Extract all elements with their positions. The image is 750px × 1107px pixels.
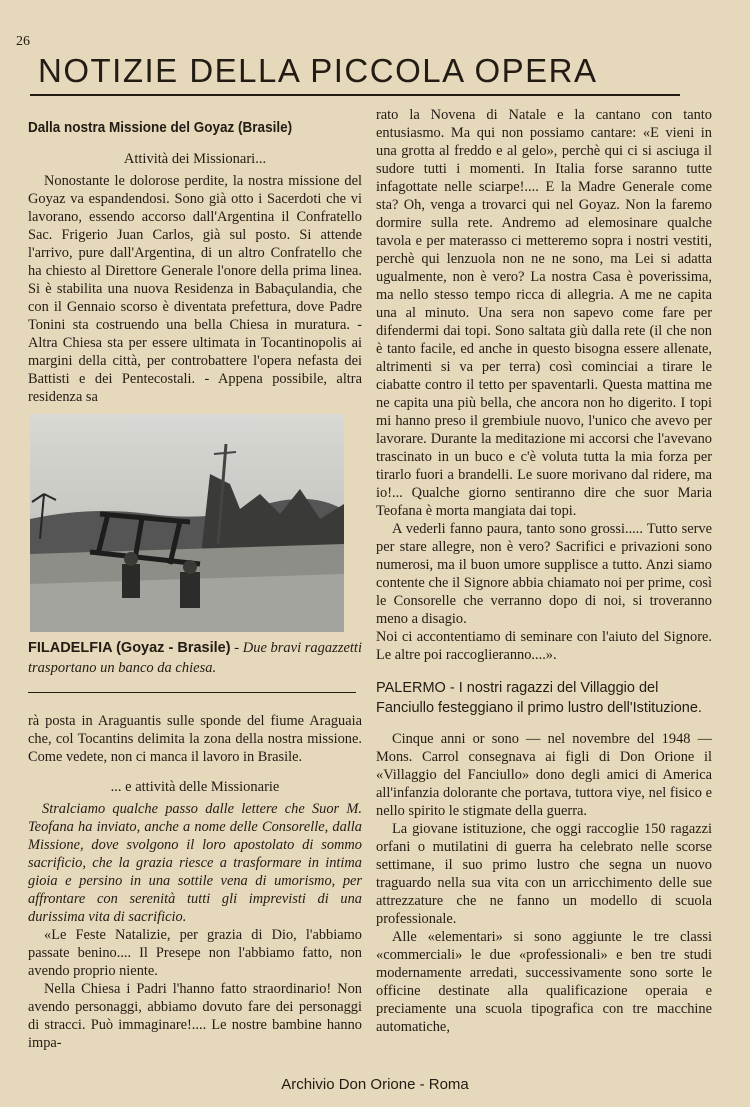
missionarie-subheading: ... e attività delle Missionarie [110,779,280,795]
goyaz-paragraph-continued: rà posta in Araguantis sulle sponde del fiume Araguaia che, col Tocantins delimita la zona della nostra missione. Come vedete, non ci manca il lavoro in Brasile. [28,713,362,765]
letter-paragraph: Nella Chiesa i Padri l'hanno fatto straordinario! Non avendo personaggi, abbiamo dovuto fare dei personaggi di stracci. Può immaginare!.... Le nostre bambine hanno impa- [28,981,362,1051]
missionari-subheading: Attività dei Missionari... [123,151,267,167]
palermo-paragraph: Alle «elementari» si sono aggiunte le tre classi «commerciali» le due «professionali» e ben tre studi modernamente arredati, successivamente sono sorte le officine destinate alla qualificazione operaia e preciamente una scuola tipografica con tre macchine automatiche, [376,929,712,1035]
palermo-heading: PALERMO - I nostri ragazzi del Villaggio del Fanciullo festeggiano il primo lustro dell'Istituzione. [376,680,702,716]
caption-dash: - [234,640,243,656]
letter-paragraph: «Le Feste Natalizie, per grazia di Dio, l'abbiamo passate benino.... Il Presepe non l'abbiamo fatto, non avendo proprio niente. [28,927,362,979]
photo-block [30,414,344,632]
palermo-paragraph: La giovane istituzione, che oggi raccoglie 150 ragazzi orfani o mutilatini di guerra ha celebrato nelle scorse settimane, il suo primo lustro che segna un nuovo traguardo nella sua vita con un arricchimento delle sue attrezzature che ne fanno un modello di scuola professionale. [376,821,712,927]
caption-place: FILADELFIA (Goyaz - Brasile) [28,640,231,656]
goyaz-continued [28,712,362,1052]
mission-photo [30,414,344,632]
caption-rule [28,692,356,693]
letter-paragraph: Noi ci accontentiamo di seminare con l'aiuto del Signore. Le altre poi raccoglieranno....». [376,629,712,663]
letter-continued [376,106,712,664]
goyaz-paragraph: Nonostante le dolorose perdite, la nostra missione del Goyaz va espandendosi. Sono già otto i Sacerdoti che vi lavorano, essendo accorso dall'Argentina il Confratello Sac. Frigerio Juan Carlos, già sul posto. Si attende l'arrivo, pure dall'Argentina, di un altro Confratello che ha chiesto al Direttore Generale l'onore della prima linea. Si è stabilita una nuova Residenza in Babaçulandia, che con il Gennaio scorso è diventata prefettura, dove Padre Tonini sta costruendo una bella Chiesa in muratura. - Altra Chiesa sta per essere ultimata in Tocantinopolis ai margini della città, per controbattere l'opera nefasta dei Battisti e dei Pentecostali. - Appena possibile, altra residenza sa [28,173,362,405]
goyaz-heading: Dalla nostra Missione del Goyaz (Brasile) [28,119,293,136]
archive-footer: Archivio Don Orione - Roma [281,1076,469,1093]
page-title: NOTIZIE DELLA PICCOLA OPERA [38,52,598,89]
photo-caption [28,638,362,678]
caption-text: Due bravi ragazzetti trasportano un banco da chiesa. [28,640,362,676]
page-number: 26 [16,34,30,49]
palermo-paragraph: Cinque anni or sono — nel novembre del 1948 — Mons. Carrol consegnava ai figli di Don Orione il «Villaggio del Fanciullo» dono degli amici di America all'infanzia dolorante che portava, tuttora viye, nel fisico e nello spirito le stigmate della guerra. [376,731,712,819]
palermo-article [376,678,712,1036]
missionarie-letter [28,800,362,1052]
title-rule [30,94,680,96]
letter-intro: Stralciamo qualche passo dalle lettere che Suor M. Teofana ha inviato, anche a nome delle Consorelle, dalla Missione, dove svolgono il loro apostolato di sommo sacrificio, che la grazia riesce a trasformare in intima gioia e persino in una sottile vena di umorismo, per affrontare con serenità tutti gli imprevisti di una durissima vita di sacrificio. [28,801,362,925]
letter-paragraph-continued: rato la Novena di Natale e la cantano con tanto entusiasmo. Ma qui non possiamo cantare: «E vieni in una grotta al freddo e al gelo», perchè qui ci si asciuga il sudore tutti i momenti. In Italia forse saranno tutte infagottate nelle sciarpe!.... E la Madre Generale come sta? Oh, venga a trovarci qui nel Goyaz. Non la faremo dormire sulla rete. Andremo ad elemosinare qualche tavola e per materasso ci metteremo sopra i nostri vestiti, perchè qui lenzuola non ne ne sono, ma Lei si adatta ugualmente, non è vero? La nostra Casa è poverissima, ma nello stesso tempo ricca di allegria. A me ne capita una al minuto. Una sera non sapevo come fare per difendermi dai topi. Sono saltata giù dalla rete (il che non è tanto facile, ed anche in questo bisogna essere allenate, altrimenti si va per terra) così cominciai a tirare le ciabatte contro il tetto per spaventarli. Questa mattina me ne capita una più bella, che ancora non ho digerito. I topi mi hanno preso il grembiule nuovo, l'unico che avevo per lavorare. Durante la meditazione mi accorsi che l'avevano trascinato in un buco e c'è voluta tutta la mia forza per tirarlo fuori a brandelli. Le suore morivano dal ridere, ma io!... Qualche giorno sentiranno dire che suor Maria Teofana è morta mangiata dai topi. [376,107,712,519]
letter-paragraph: A vederli fanno paura, tanto sono grossi..... Tutto serve per stare allegre, non è vero? Sacrifici e privazioni sono numerosi, ma il buon umore supplisce a tutto. Anzi siamo contente che il Signore abbia chiamato noi per prime, così le Consorelle che verranno dopo di noi, si troveranno meno a disagio. [376,521,712,627]
goyaz-article [28,118,362,406]
